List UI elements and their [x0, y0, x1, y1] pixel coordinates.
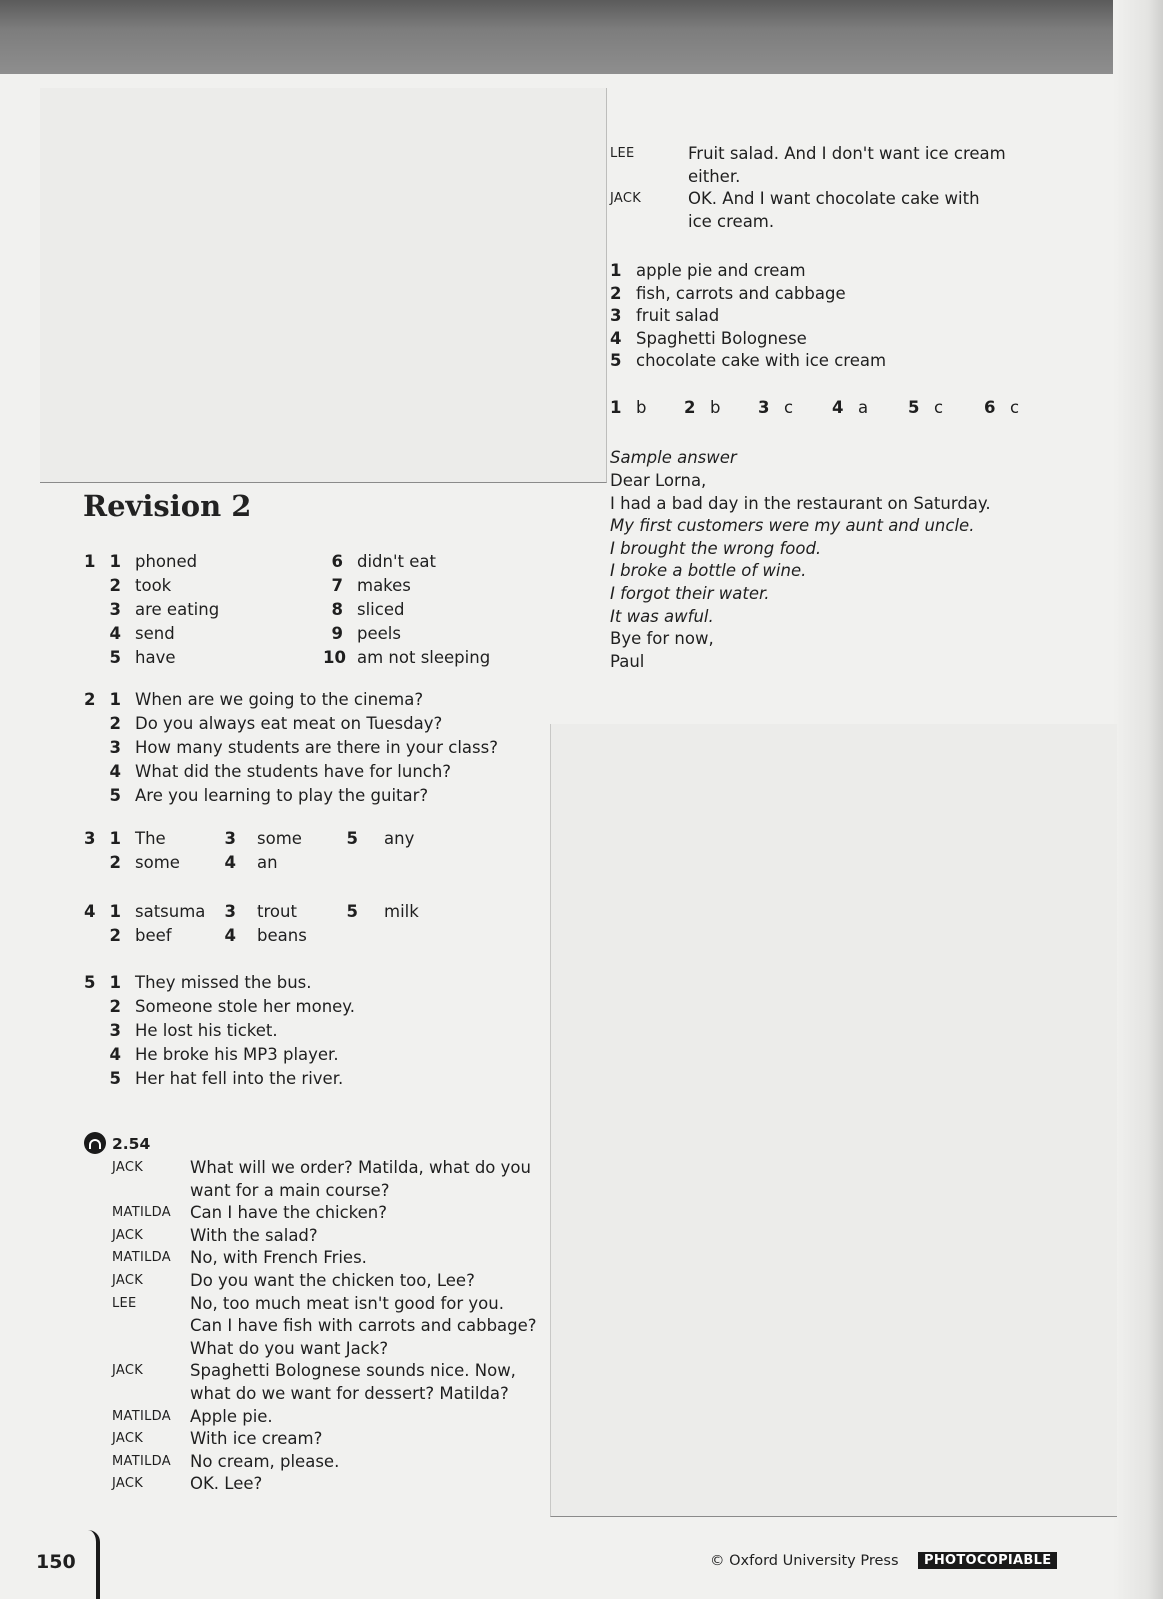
- track-number: 2.54: [112, 1135, 151, 1153]
- dialogue-line: With the salad?: [190, 1225, 318, 1245]
- page-number: 150: [36, 1551, 76, 1573]
- exercise-number: 5: [84, 973, 96, 992]
- answer-item: have: [135, 648, 176, 667]
- answer-item: Are you learning to play the guitar?: [135, 786, 429, 805]
- page-bracket: [86, 1530, 100, 1599]
- item-number: 3: [610, 306, 622, 326]
- item-number: 4: [610, 328, 622, 348]
- answer-item: Her hat fell into the river.: [135, 1069, 344, 1088]
- scan-top-band: [0, 0, 1163, 74]
- item-number: 2: [109, 926, 121, 945]
- answer-item: some: [257, 829, 302, 848]
- speaker-name: JACK: [112, 1227, 144, 1243]
- dialogue-line: Spaghetti Bolognese sounds nice. Now,: [190, 1361, 516, 1381]
- speaker-name: MATILDA: [112, 1205, 171, 1221]
- speaker-name: JACK: [112, 1160, 144, 1175]
- item-number: 1: [610, 398, 622, 417]
- item-number: 1: [109, 902, 121, 921]
- answer-item: He lost his ticket.: [135, 1021, 278, 1040]
- item-number: 5: [109, 648, 121, 667]
- answer-item: sliced: [357, 600, 405, 619]
- speaker-name: JACK: [610, 191, 642, 207]
- speaker-name: LEE: [610, 146, 635, 161]
- item-number: 2: [109, 576, 121, 595]
- dialogue-line: No, too much meat isn't good for you.: [190, 1293, 504, 1313]
- item-number: 9: [331, 624, 343, 643]
- item-number: 5: [109, 1069, 121, 1088]
- speaker-name: JACK: [112, 1431, 144, 1447]
- speaker-name: MATILDA: [112, 1250, 171, 1266]
- letter-line: Dear Lorna,: [610, 471, 707, 490]
- item-number: 1: [610, 261, 622, 280]
- dialogue-line: Fruit salad. And I don't want ice cream: [688, 144, 1006, 163]
- item-number: 7: [331, 576, 343, 595]
- answer-item: some: [135, 853, 180, 872]
- answer-item: fruit salad: [636, 306, 720, 326]
- answer-item: milk: [384, 902, 419, 921]
- letter-line: I forgot their water.: [610, 584, 770, 603]
- answer-item: took: [135, 576, 172, 595]
- answer-letter: c: [1010, 398, 1020, 417]
- dialogue-line: ice cream.: [688, 211, 775, 231]
- answer-item: Someone stole her money.: [135, 997, 355, 1016]
- dialogue-line: OK. Lee?: [190, 1474, 263, 1494]
- headphones-icon: [84, 1132, 106, 1154]
- answer-item: The: [135, 829, 166, 848]
- answer-item: They missed the bus.: [135, 973, 312, 992]
- answer-letter: b: [636, 398, 647, 417]
- answer-item: am not sleeping: [357, 648, 491, 667]
- item-number: 2: [109, 714, 121, 733]
- dialogue-line: With ice cream?: [190, 1429, 323, 1449]
- dialogue-line: what do we want for dessert? Matilda?: [190, 1384, 509, 1403]
- letter-line: Bye for now,: [610, 629, 714, 649]
- item-number: 2: [610, 283, 622, 303]
- answer-item: send: [135, 624, 175, 643]
- dialogue-line: want for a main course?: [190, 1180, 390, 1200]
- answer-item: How many students are there in your class?: [135, 738, 498, 757]
- item-number: 3: [109, 600, 121, 619]
- dialogue-line: No cream, please.: [190, 1451, 340, 1471]
- letter-line: My first customers were my aunt and uncle.: [610, 516, 975, 536]
- answer-item: makes: [357, 576, 411, 595]
- paper-patch-top-left: [40, 88, 607, 483]
- answer-letter: c: [784, 398, 794, 417]
- letter-line: I had a bad day in the restaurant on Saturday.: [610, 493, 991, 513]
- item-number: 4: [224, 926, 236, 945]
- answer-letter: b: [710, 398, 721, 417]
- item-number: 1: [109, 973, 121, 992]
- paper-patch-bottom-right: [550, 724, 1117, 1517]
- item-number: 8: [331, 600, 343, 619]
- speaker-name: JACK: [112, 1363, 144, 1379]
- item-number: 5: [346, 829, 358, 848]
- letter-line: I brought the wrong food.: [610, 538, 822, 558]
- item-number: 5: [908, 398, 920, 417]
- dialogue-line: OK. And I want chocolate cake with: [688, 189, 980, 209]
- answer-item: What did the students have for lunch?: [135, 762, 452, 781]
- item-number: 6: [331, 552, 343, 571]
- letter-line: It was awful.: [610, 606, 714, 626]
- sample-answer-heading: Sample answer: [610, 448, 737, 467]
- section-title: Revision 2: [83, 489, 252, 523]
- photocopiable-badge: PHOTOCOPIABLE: [918, 1552, 1057, 1569]
- item-number: 2: [684, 398, 696, 417]
- item-number: 2: [109, 853, 121, 872]
- item-number: 1: [109, 829, 121, 848]
- item-number: 4: [832, 398, 844, 417]
- answer-item: phoned: [135, 552, 198, 571]
- item-number: 4: [109, 1045, 121, 1064]
- answer-item: are eating: [135, 600, 220, 619]
- exercise-number: 4: [84, 902, 96, 921]
- answer-item: any: [384, 829, 415, 848]
- answer-item: When are we going to the cinema?: [135, 690, 424, 709]
- answer-item: peels: [357, 624, 401, 643]
- dialogue-line: Apple pie.: [190, 1406, 273, 1426]
- answer-item: didn't eat: [357, 552, 436, 571]
- letter-line: I broke a bottle of wine.: [610, 561, 807, 581]
- answer-item: beef: [135, 926, 172, 945]
- exercise-number: 2: [84, 690, 96, 709]
- speaker-name: LEE: [112, 1295, 137, 1311]
- exercise-number: 3: [84, 829, 96, 848]
- answer-item: apple pie and cream: [636, 261, 806, 280]
- dialogue-line: either.: [688, 166, 741, 186]
- item-number: 3: [224, 902, 236, 921]
- item-number: 3: [758, 398, 770, 417]
- copyright-text: © Oxford University Press: [710, 1553, 899, 1569]
- letter-line: Paul: [610, 651, 645, 671]
- answer-item: Spaghetti Bolognese: [636, 328, 807, 348]
- answer-item: an: [257, 853, 278, 872]
- answer-item: beans: [257, 926, 307, 945]
- answer-item: He broke his MP3 player.: [135, 1045, 339, 1064]
- speaker-name: JACK: [112, 1476, 144, 1492]
- item-number: 2: [109, 997, 121, 1016]
- item-number: 5: [610, 351, 622, 371]
- exercise-number: 1: [84, 552, 96, 571]
- item-number: 3: [109, 1021, 121, 1040]
- item-number: 3: [109, 738, 121, 757]
- item-number: 4: [109, 762, 121, 781]
- dialogue-line: Can I have fish with carrots and cabbage?: [190, 1316, 537, 1336]
- dialogue-line: No, with French Fries.: [190, 1248, 367, 1268]
- speaker-name: JACK: [112, 1273, 144, 1288]
- item-number: 1: [109, 690, 121, 709]
- answer-item: trout: [257, 902, 297, 921]
- item-number: 6: [984, 398, 996, 417]
- speaker-name: MATILDA: [112, 1408, 171, 1424]
- scan-page-edge: [1113, 0, 1163, 1599]
- dialogue-line: Do you want the chicken too, Lee?: [190, 1271, 475, 1290]
- answer-letter: c: [934, 398, 944, 417]
- speaker-name: MATILDA: [112, 1453, 171, 1469]
- dialogue-line: Can I have the chicken?: [190, 1203, 388, 1223]
- dialogue-line: What do you want Jack?: [190, 1338, 389, 1358]
- answer-item: satsuma: [135, 902, 206, 921]
- item-number: 10: [323, 648, 346, 667]
- item-number: 3: [224, 829, 236, 848]
- item-number: 5: [346, 902, 358, 921]
- item-number: 4: [224, 853, 236, 872]
- answer-letter: a: [858, 398, 869, 417]
- item-number: 4: [109, 624, 121, 643]
- item-number: 5: [109, 786, 121, 805]
- item-number: 1: [109, 552, 121, 571]
- dialogue-line: What will we order? Matilda, what do you: [190, 1158, 531, 1177]
- answer-item: chocolate cake with ice cream: [636, 351, 887, 371]
- answer-item: Do you always eat meat on Tuesday?: [135, 714, 443, 733]
- answer-item: fish, carrots and cabbage: [636, 283, 846, 303]
